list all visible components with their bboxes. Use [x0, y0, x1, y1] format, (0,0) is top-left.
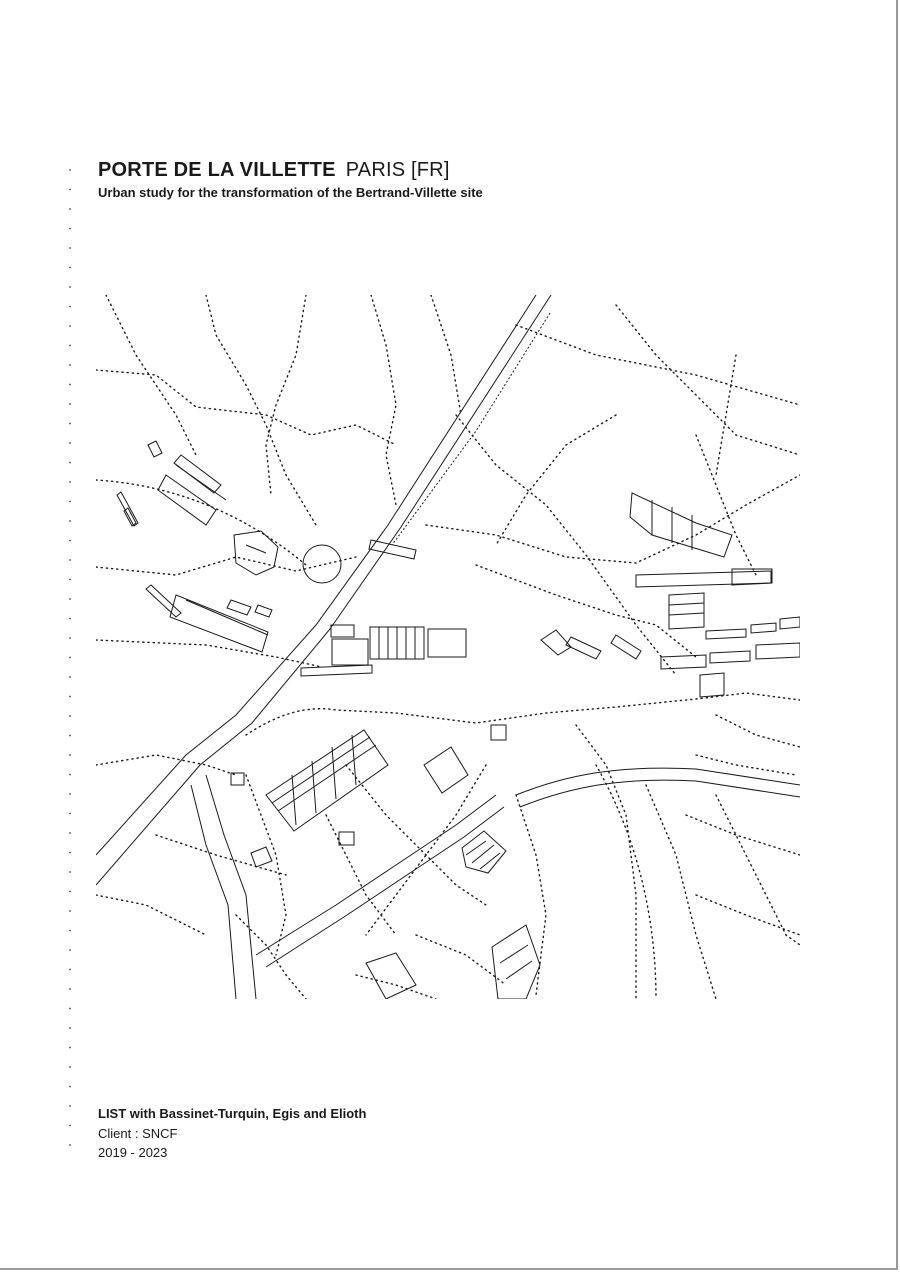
margin-dot: [69, 540, 71, 542]
project-location: PARIS [FR]: [345, 159, 450, 181]
margin-dot: [69, 988, 71, 990]
margin-dot: [69, 1105, 71, 1107]
site-plan-drawing: [96, 295, 800, 999]
margin-dot: [69, 930, 71, 932]
roundabout: [303, 545, 341, 583]
margin-dot: [69, 871, 71, 873]
margin-dot: [69, 1008, 71, 1010]
page-title: [98, 158, 483, 182]
margin-dot: [69, 306, 71, 308]
margin-dot: [69, 637, 71, 639]
margin-dot: [69, 247, 71, 249]
main-boulevard: [96, 295, 551, 885]
margin-dot: [69, 1066, 71, 1068]
margin-dot: [69, 423, 71, 425]
margin-dot: [69, 696, 71, 698]
margin-dot: [69, 189, 71, 191]
margin-dot: [69, 520, 71, 522]
margin-dot: [69, 481, 71, 483]
margin-dot: [69, 774, 71, 776]
margin-dot: [69, 228, 71, 230]
margin-dot: [69, 208, 71, 210]
margin-dot: [69, 832, 71, 834]
margin-dot: [69, 403, 71, 405]
margin-dot: [69, 735, 71, 737]
project-years: 2019 - 2023: [98, 1145, 168, 1160]
margin-dot: [69, 969, 71, 971]
margin-dot: [69, 657, 71, 659]
credits-block: [98, 1104, 366, 1163]
team-credit: LIST with Bassinet-Turquin, Egis and Elioth: [98, 1106, 367, 1121]
margin-dot: [69, 910, 71, 912]
dotted-streets: [96, 295, 800, 999]
margin-dot-rule: [68, 168, 72, 1158]
margin-dot: [69, 325, 71, 327]
margin-dot: [69, 442, 71, 444]
margin-dot: [69, 793, 71, 795]
ring-road-band: [516, 768, 800, 807]
margin-dot: [69, 754, 71, 756]
project-name: PORTE DE LA VILLETTE: [98, 159, 336, 181]
margin-dot: [69, 598, 71, 600]
margin-dot: [69, 364, 71, 366]
margin-dot: [69, 345, 71, 347]
title-block: [98, 158, 483, 200]
margin-dot: [69, 501, 71, 503]
margin-dot: [69, 286, 71, 288]
margin-dot: [69, 813, 71, 815]
margin-dot: [69, 559, 71, 561]
margin-dot: [69, 949, 71, 951]
margin-dot: [69, 267, 71, 269]
client-credit: Client : SNCF: [98, 1125, 178, 1141]
margin-dot: [69, 1125, 71, 1127]
margin-dot: [69, 1086, 71, 1088]
margin-dot: [69, 1144, 71, 1146]
margin-dot: [69, 169, 71, 171]
margin-dot: [69, 462, 71, 464]
margin-dot: [69, 676, 71, 678]
project-subtitle: Urban study for the transformation of the Bertrand-Villette site: [98, 185, 483, 200]
margin-dot: [69, 618, 71, 620]
buildings: [117, 441, 800, 999]
margin-dot: [69, 715, 71, 717]
margin-dot: [69, 1027, 71, 1029]
margin-dot: [69, 852, 71, 854]
margin-dot: [69, 1047, 71, 1049]
margin-dot: [69, 384, 71, 386]
margin-dot: [69, 891, 71, 893]
secondary-road: [191, 775, 504, 999]
margin-dot: [69, 579, 71, 581]
